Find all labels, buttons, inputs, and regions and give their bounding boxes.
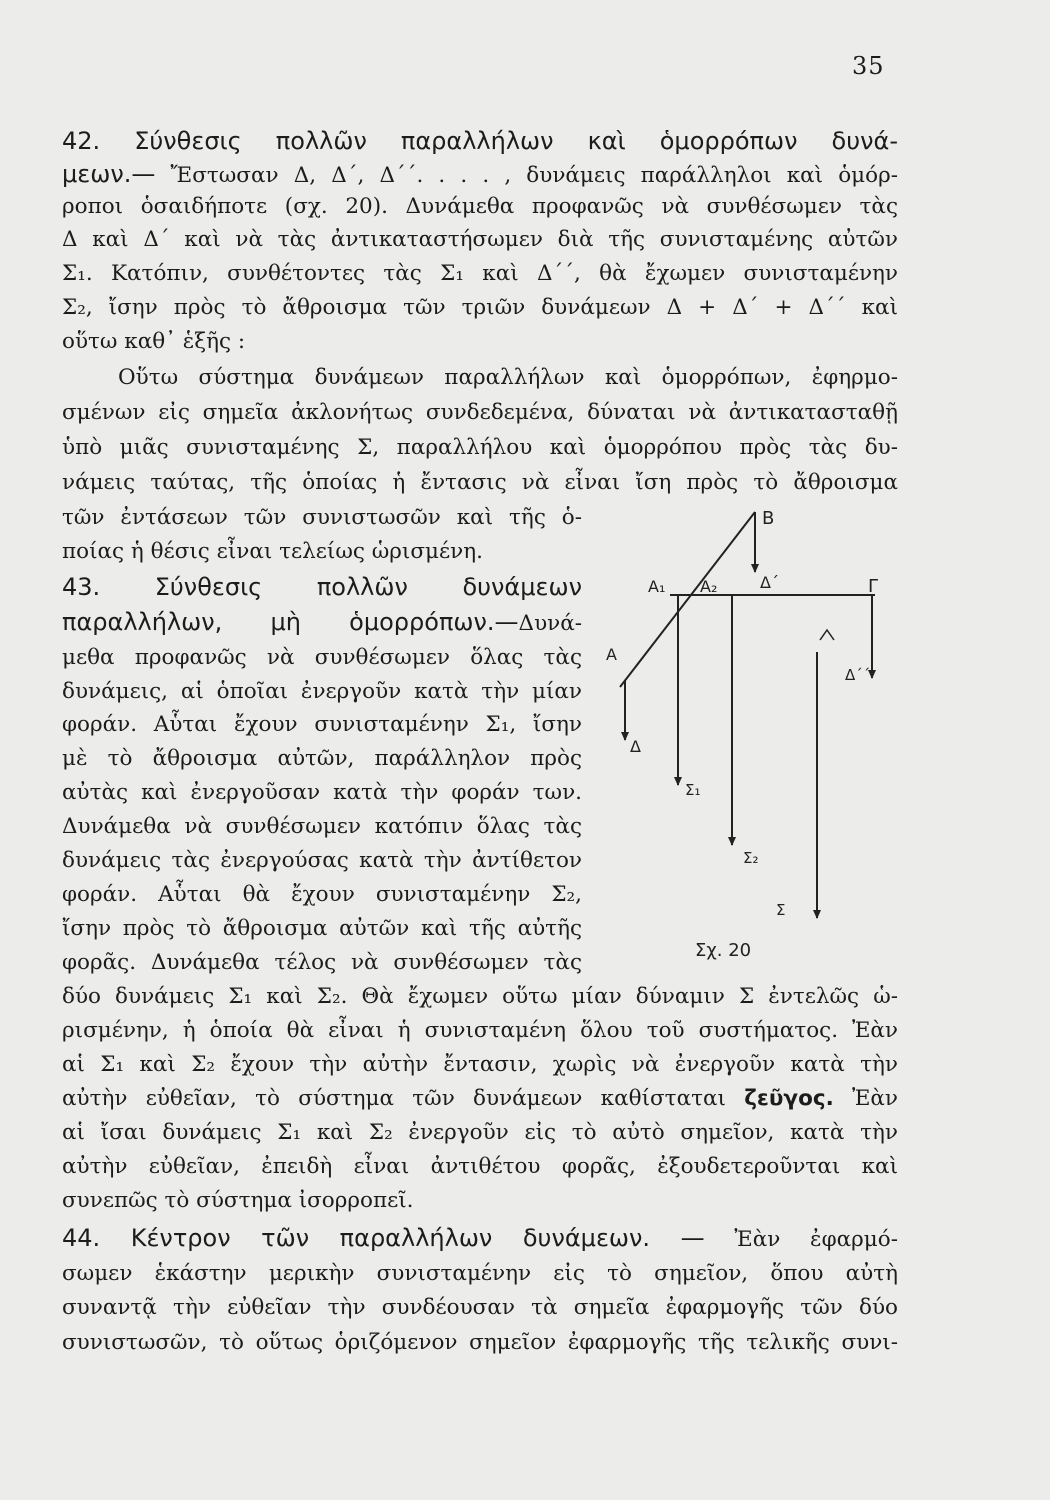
text-line: δυνάμεις, αἱ ὁποῖαι ἐνεργοῦν κατὰ τὴν μίαν xyxy=(62,679,582,704)
section-42-title: 42. Σύνθεσις πολλῶν παραλλήλων καὶ ὁμορρόπων δυνά- xyxy=(62,127,898,155)
label-d2: Δ΄΄ xyxy=(845,666,871,684)
text-line: μὲ τὸ ἄθροισμα αὐτῶν, παράλληλον πρὸς xyxy=(62,746,582,771)
text-line: Σ₁. Κατόπιν, συνθέτοντες τὰς Σ₁ καὶ Δ΄΄, θὰ ἔχωμεν συνισταμένην xyxy=(62,261,898,286)
label-a2: Α₂ xyxy=(700,577,718,596)
label-a1: Α₁ xyxy=(648,577,666,596)
page-number: 35 xyxy=(852,52,885,80)
label-s: Σ xyxy=(776,901,786,919)
text-span: αὐτὴν εὐθεῖαν, τὸ σύστημα τῶν δυνάμεων καθίσταται xyxy=(62,1086,726,1111)
text-line: αἱ Σ₁ καὶ Σ₂ ἔχουν τὴν αὐτὴν ἔντασιν, χωρὶς νὰ ἐνεργοῦν κατὰ τὴν xyxy=(62,1052,898,1077)
label-d1: Δ΄ xyxy=(760,573,779,592)
section-43-line xyxy=(62,606,582,640)
text-line: ροποι ὁσαιδήποτε (σχ. 20). Δυνάμεθα προφανῶς νὰ συνθέσωμεν τὰς xyxy=(62,194,898,219)
label-d: Δ xyxy=(630,737,641,756)
force-diagram-figure xyxy=(600,500,900,970)
text-line: σμένων εἰς σημεῖα ἀκλονήτως συνδεδεμένα, δύναται νὰ ἀντικατασταθῇ xyxy=(62,400,898,425)
text-line: ἴσην πρὸς τὸ ἄθροισμα αὐτῶν καὶ τῆς αὐτῆς xyxy=(62,916,582,941)
label-a: Α xyxy=(606,645,617,664)
connecting-line xyxy=(620,512,755,687)
caret-mark xyxy=(820,630,834,640)
text-line: νάμεις ταύτας, τῆς ὁποίας ἡ ἔντασις νὰ εἶναι ἴση πρὸς τὸ ἄθροισμα xyxy=(62,470,898,495)
text-line: ὑπὸ μιᾶς συνισταμένης Σ, παραλλήλου καὶ ὁμορρόπου πρὸς τὰς δυ- xyxy=(62,435,898,460)
text-line: αὐτὰς καὶ ἐνεργοῦσαν κατὰ τὴν φοράν των. xyxy=(62,780,582,805)
text-line: φοράν. Αὗται θὰ ἔχουν συνισταμένην Σ₂, xyxy=(62,882,582,907)
text-line: συναντᾷ τὴν εὐθεῖαν τὴν συνδέουσαν τὰ σημεῖα ἐφαρμογῆς τῶν δύο xyxy=(62,1295,898,1320)
text-line: οὕτω καθ᾿ ἑξῆς : xyxy=(62,329,246,354)
text-line: τῶν ἐντάσεων τῶν συνιστωσῶν καὶ τῆς ὁ- xyxy=(62,505,582,530)
text-line: συνεπῶς τὸ σύστημα ἰσορροπεῖ. xyxy=(62,1188,414,1213)
text-line: φοράν. Αὗται ἔχουν συνισταμένην Σ₁, ἴσην xyxy=(62,712,582,737)
section-42-line xyxy=(62,158,898,192)
section-43-title: 43. Σύνθεσις πολλῶν δυνάμεων xyxy=(62,573,582,601)
text-line: αὐτὴν εὐθεῖαν, ἐπειδὴ εἶναι ἀντιθέτου φορᾶς, ἐξουδετεροῦνται καὶ xyxy=(62,1154,898,1179)
text-span: Δυνά- xyxy=(518,611,582,636)
text-line: συνιστωσῶν, τὸ οὕτως ὁριζόμενον σημεῖον ἐφαρμογῆς τῆς τελικῆς συνι- xyxy=(62,1330,898,1355)
text-line: ποίας ἡ θέσις εἶναι τελείως ὡρισμένη. xyxy=(62,539,483,564)
section-44-line xyxy=(62,1222,898,1256)
text-span: Ἐὰν xyxy=(852,1086,898,1111)
text-line: φορᾶς. Δυνάμεθα τέλος νὰ συνθέσωμεν τὰς xyxy=(62,950,582,975)
section-44-title: 44. Κέντρον τῶν παραλλήλων δυνάμεων. — xyxy=(62,1224,705,1252)
label-s2: Σ₂ xyxy=(743,849,759,867)
text-line xyxy=(62,1083,898,1115)
text-line: δύο δυνάμεις Σ₁ καὶ Σ₂. Θὰ ἔχωμεν οὕτω μίαν δύναμιν Σ ἐντελῶς ὡ- xyxy=(62,984,898,1009)
text-line: ρισμένην, ἡ ὁποία θὰ εἶναι ἡ συνισταμένη ὅλου τοῦ συστήματος. Ἐὰν xyxy=(62,1018,898,1043)
figure-caption: Σχ. 20 xyxy=(695,940,752,961)
label-s1: Σ₁ xyxy=(685,781,701,799)
text-span: Ἐὰν ἐφαρμό- xyxy=(734,1227,898,1252)
label-b: Β xyxy=(762,508,775,529)
text-line: μεθα προφανῶς νὰ συνθέσωμεν ὅλας τὰς xyxy=(62,645,582,670)
text-line: Σ₂, ἴσην πρὸς τὸ ἄθροισμα τῶν τριῶν δυνάμεων Δ + Δ΄ + Δ΄΄ καὶ xyxy=(62,295,898,320)
text-line: σωμεν ἑκάστην μερικὴν συνισταμένην εἰς τὸ σημεῖον, ὅπου αὐτὴ xyxy=(62,1261,898,1286)
text-line: Δ καὶ Δ΄ καὶ νὰ τὰς ἀντικαταστήσωμεν διὰ τῆς συνισταμένης αὐτῶν xyxy=(62,227,898,252)
text-line: αἱ ἴσαι δυνάμεις Σ₁ καὶ Σ₂ ἐνεργοῦν εἰς τὸ αὐτὸ σημεῖον, κατὰ τὴν xyxy=(62,1120,898,1145)
text-line: Οὕτω σύστημα δυνάμεων παραλλήλων καὶ ὁμορρόπων, ἐφηρμο- xyxy=(118,365,898,390)
label-g: Γ xyxy=(868,576,879,597)
text-line: δυνάμεις τὰς ἐνεργούσας κατὰ τὴν ἀντίθετον xyxy=(62,848,582,873)
text-line: Δυνάμεθα νὰ συνθέσωμεν κατόπιν ὅλας τὰς xyxy=(62,814,582,839)
term-zeugos: ζεῦγος. xyxy=(744,1086,834,1111)
section-43-title-end: παραλλήλων, μὴ ὁμορρόπων.— xyxy=(62,608,519,636)
section-42-title-end: μεων.— xyxy=(62,160,156,188)
text-span: Ἔστωσαν Δ, Δ΄, Δ΄΄. . . . , δυνάμεις παράλληλοι καὶ ὁμόρ- xyxy=(170,163,898,188)
